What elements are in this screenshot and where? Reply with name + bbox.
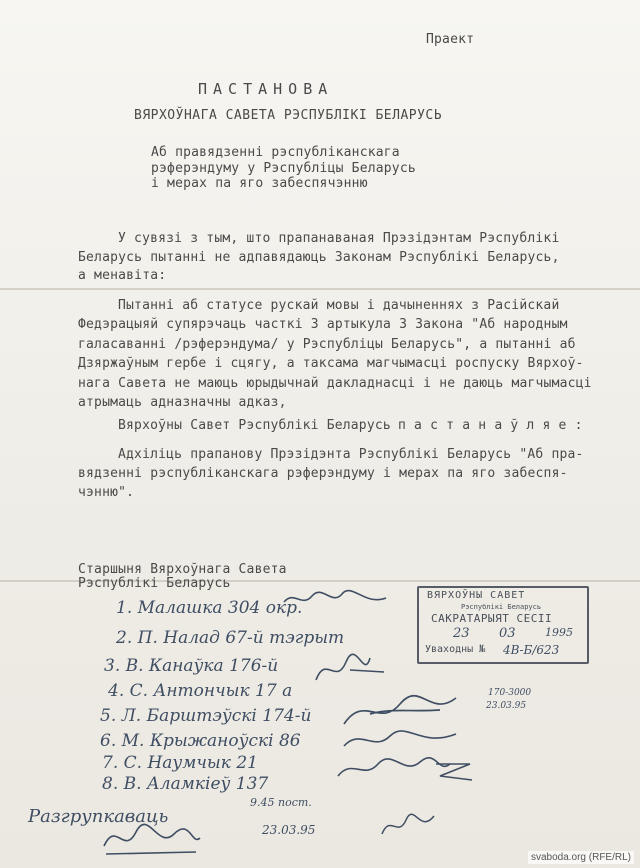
signatory-line: Рэспублікі Беларусь [78, 576, 231, 591]
body-line: Пытанні аб статусе рускай мовы і дачыненнях з Расійскай [118, 298, 560, 313]
handwritten-note: 23.03.95 [486, 701, 527, 711]
body-line: галасаванні /рэферэндума/ у Рэспубліцы Беларусь", а пытанні аб [78, 337, 576, 352]
subject-line: Аб правядзенні рэспубліканскага [151, 145, 400, 160]
handwritten-note: 170-3000 [488, 688, 532, 698]
subject-line: рэферэндуму у Рэспубліцы Беларусь [151, 161, 416, 176]
registration-stamp [417, 586, 589, 664]
handwritten-footer-date: 23.03.95 [262, 823, 316, 837]
stamp-line: Рэспублікі Беларусь [461, 603, 542, 611]
handwritten-entry: 5. Л. Барштэўскі 174-й [100, 706, 312, 726]
handwritten-entry: 2. П. Налад 67-й тэгрыт [116, 628, 345, 648]
stamp-line: САКРАТАРЫЯТ СЕСІІ [431, 612, 553, 625]
handwritten-entry: 4. С. Антончык 17 а [108, 681, 293, 701]
preamble-line: У сувязі з тым, што прапанаваная Прэзідэнтам Рэспублікі [118, 231, 560, 246]
stamp-reg-number: 4В-Б/623 [503, 643, 560, 657]
fold-line [0, 288, 640, 290]
stamp-year: 1995 [545, 626, 573, 639]
handwritten-entry: 3. В. Канаўка 176-й [104, 656, 279, 676]
stamp-month: 03 [499, 626, 516, 641]
handwritten-note: 9.45 пост. [250, 796, 312, 809]
resolves-word: п а с т а н а ў л я е : [398, 418, 583, 433]
decision-line: вядзенні рэспубліканскага рэферэндуму і мерах па яго забеспя- [78, 466, 568, 481]
signature-scribble [378, 810, 438, 840]
decision-line: Адхіліць прапанову Прэзідэнта Рэспублікі Беларусь "Аб пра- [118, 447, 584, 462]
decision-line: чэнню". [78, 485, 135, 500]
handwritten-footer: Разгрупкаваць [28, 806, 169, 827]
stamp-line: ВЯРХОЎНЫ САВЕТ [427, 590, 526, 601]
body-line: Федэрацыяй супярэчаць часткі 3 артыкула 3 Закона "Аб народным [78, 317, 568, 332]
preamble-line: Беларусь пытанні не адпавядаюць Законам Рэспублікі Беларусь, [78, 250, 560, 265]
body-line: нага Савета не маюць юрыдычнай дакладнасці і не даюць магчымасці [78, 376, 592, 391]
stamp-day: 23 [453, 626, 470, 641]
body-line: Дзяржаўным гербе і сцягу, а таксама магчымасці роспуску Вярхоў- [78, 356, 584, 371]
handwritten-entry: 7. С. Наумчык 21 [102, 753, 258, 773]
signature-scribble [280, 588, 390, 610]
stamp-reg-label: Уваходны № [425, 644, 486, 655]
signature-scribble [430, 756, 478, 786]
draft-mark: Праект [426, 32, 475, 47]
resolves-intro: Вярхоўны Савет Рэспублікі Беларусь [118, 418, 391, 433]
subject-line: і мерах па яго забеспячэнню [151, 176, 368, 191]
handwritten-entry: 8. В. Аламкіеў 137 [102, 774, 269, 794]
signature-scribble [96, 816, 206, 860]
body-line: атрымаць адназначны адказ, [78, 395, 287, 410]
source-watermark: svaboda.org (RFE/RL) [528, 851, 634, 864]
document-type: ПАСТАНОВА [198, 80, 334, 98]
handwritten-entry: 1. Малашка 304 окр. [116, 598, 303, 618]
issuer: ВЯРХОЎНАГА САВЕТА РЭСПУБЛІКІ БЕЛАРУСЬ [134, 108, 443, 123]
preamble-line: а менавіта: [78, 268, 167, 283]
handwritten-entry: 6. М. Крыжаноўскі 86 [100, 731, 301, 751]
signatory-line: Старшыня Вярхоўнага Савета [78, 562, 287, 577]
